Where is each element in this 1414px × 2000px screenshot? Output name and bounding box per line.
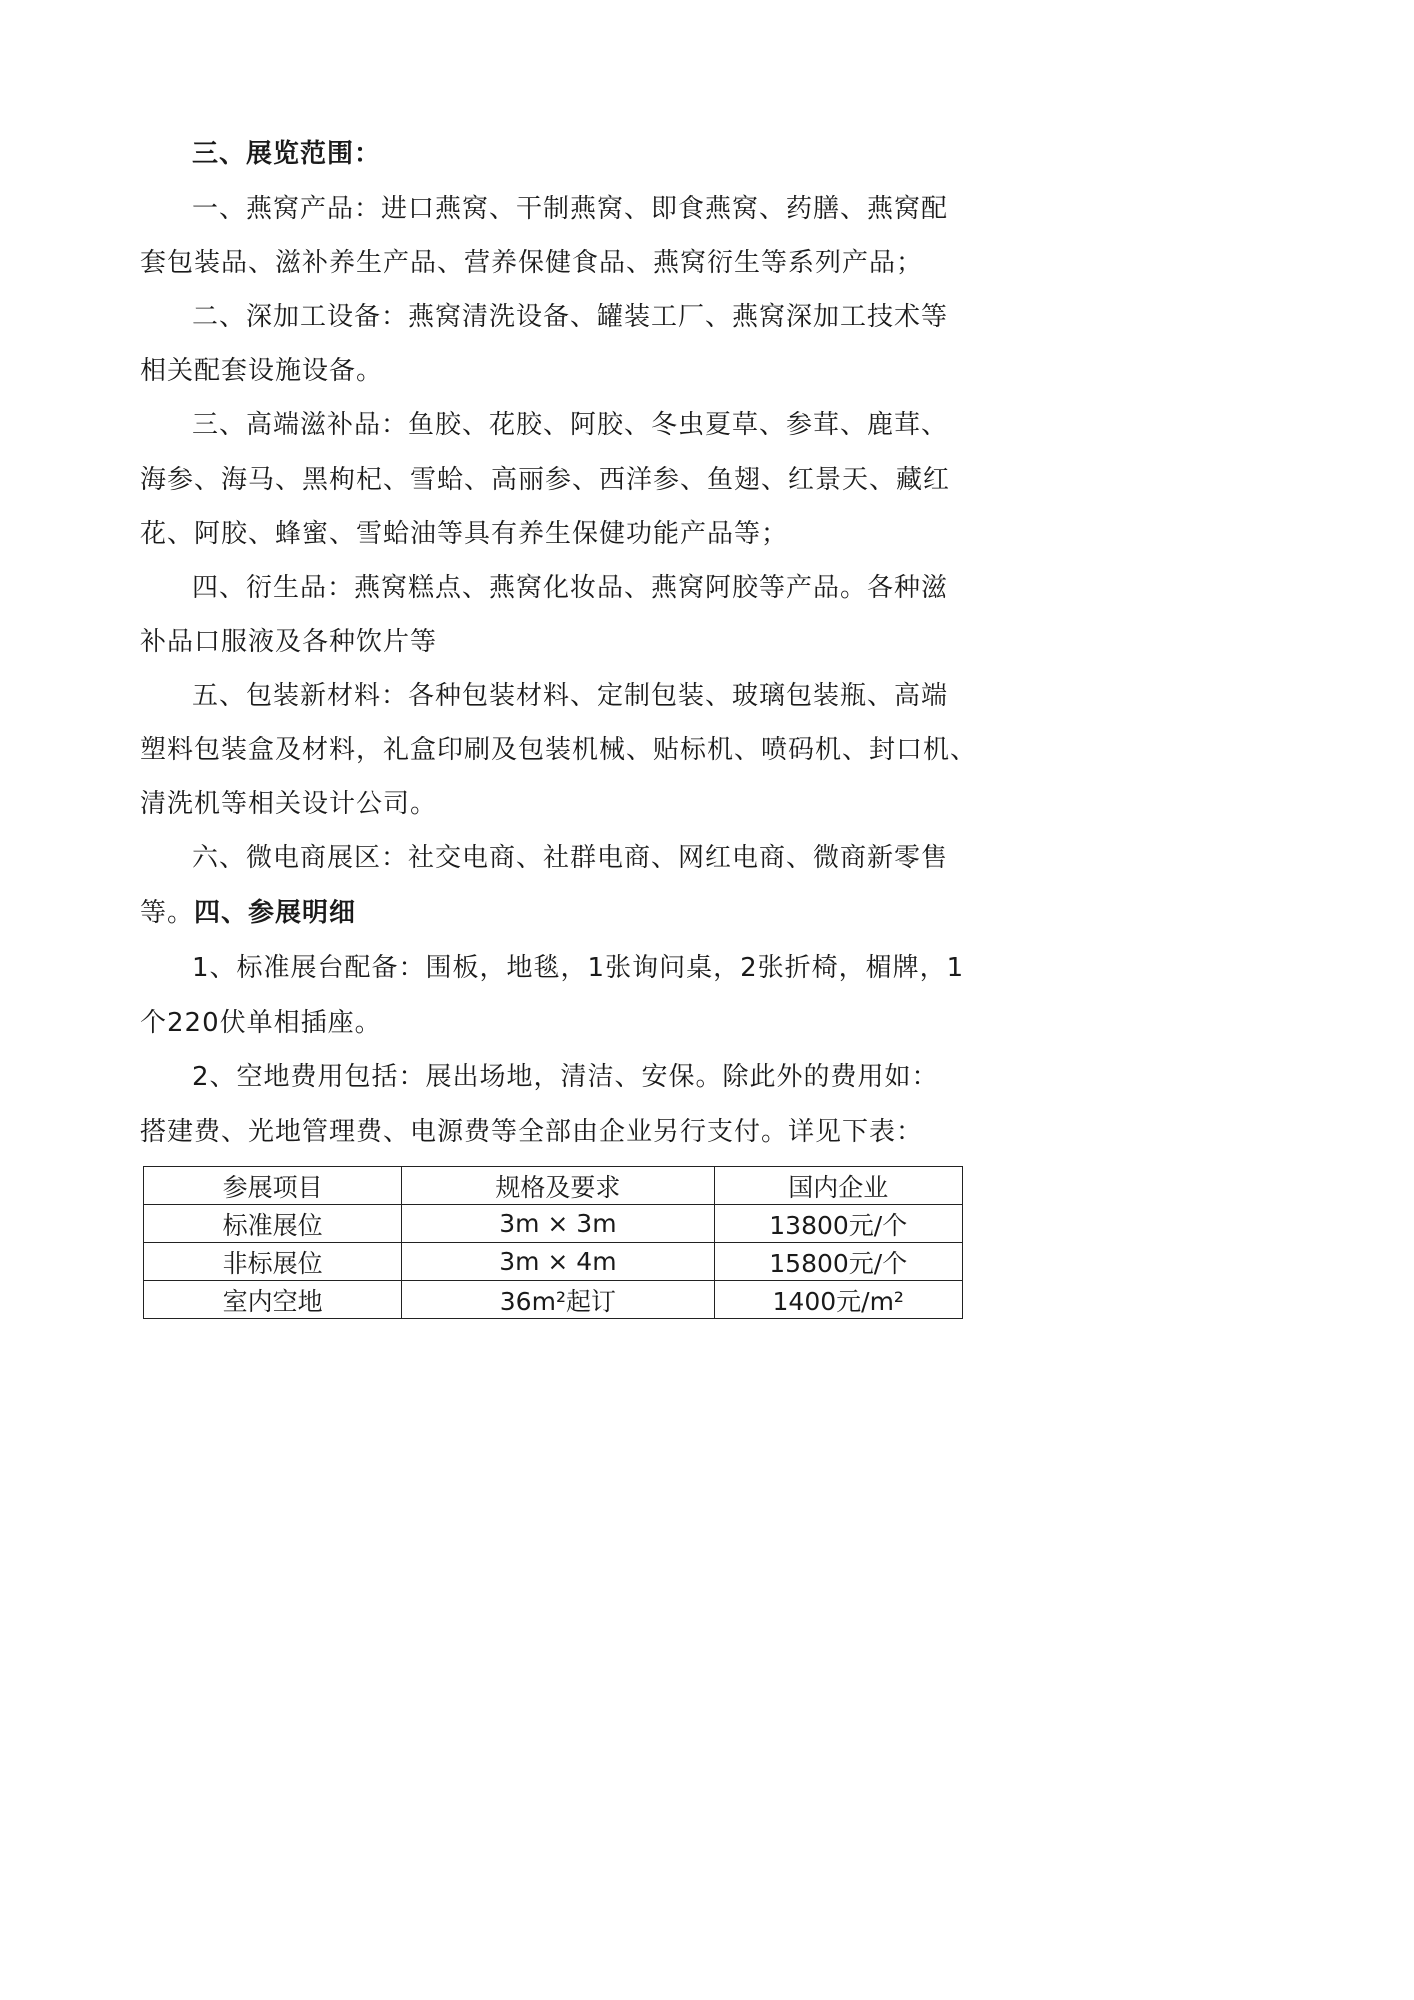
fee-table-header-domestic: 国内企业	[714, 1167, 963, 1205]
scope-item-6-line-2	[140, 893, 970, 933]
scope-item-2-line-2: 相关配套设施设备。	[140, 356, 384, 386]
fee-table-cell: 非标展位	[144, 1243, 402, 1281]
detail-item-2-line-2: 搭建费、光地管理费、电源费等全部由企业另行支付。详见下表：	[140, 1117, 924, 1147]
fee-table-row	[144, 1243, 963, 1281]
fee-table-cell: 13800元/个	[714, 1205, 963, 1243]
scope-item-1-line-1: 一、燕窝产品：进口燕窝、干制燕窝、即食燕窝、药膳、燕窝配	[192, 194, 949, 224]
fee-table-cell: 36m²起订	[402, 1281, 714, 1319]
section-heading-participation-details: 四、参展明细	[194, 898, 357, 928]
fee-table-cell: 3m × 4m	[402, 1243, 714, 1281]
scope-item-5-line-1: 五、包装新材料：各种包装材料、定制包装、玻璃包装瓶、高端	[192, 681, 949, 711]
detail-item-1-line-1: 1、标准展台配备：围板，地毯，1张询问桌，2张折椅，楣牌，1	[192, 953, 965, 983]
fee-table-cell: 15800元/个	[714, 1243, 963, 1281]
fee-table-row	[144, 1281, 963, 1319]
fee-table-cell: 3m × 3m	[402, 1205, 714, 1243]
detail-item-2-line-1: 2、空地费用包括：展出场地，清洁、安保。除此外的费用如：	[192, 1062, 939, 1092]
scope-item-4-line-1: 四、衍生品：燕窝糕点、燕窝化妆品、燕窝阿胶等产品。各种滋	[192, 573, 949, 603]
scope-item-6-tail: 等。	[140, 898, 195, 928]
fee-table-header-row	[144, 1167, 963, 1205]
scope-item-3-line-1: 三、高端滋补品：鱼胶、花胶、阿胶、冬虫夏草、参茸、鹿茸、	[192, 410, 949, 440]
scope-item-4-line-2: 补品口服液及各种饮片等	[140, 627, 438, 657]
fee-table-header-spec: 规格及要求	[402, 1167, 714, 1205]
fee-table-cell: 室内空地	[144, 1281, 402, 1319]
scope-item-6-line-1: 六、微电商展区：社交电商、社群电商、网红电商、微商新零售	[192, 843, 949, 873]
fee-table-row	[144, 1205, 963, 1243]
scope-item-3-line-2: 海参、海马、黑枸杞、雪蛤、高丽参、西洋参、鱼翅、红景天、藏红	[140, 465, 951, 495]
scope-item-3-line-3: 花、阿胶、蜂蜜、雪蛤油等具有养生保健功能产品等；	[140, 519, 789, 549]
fee-table-header-item: 参展项目	[144, 1167, 402, 1205]
scope-item-5-line-2: 塑料包装盒及材料，礼盒印刷及包装机械、贴标机、喷码机、封口机、	[140, 735, 978, 765]
scope-item-5-line-3: 清洗机等相关设计公司。	[140, 789, 438, 819]
fee-table	[143, 1166, 963, 1319]
fee-table-cell: 标准展位	[144, 1205, 402, 1243]
detail-item-1-line-2: 个220伏单相插座。	[140, 1008, 382, 1038]
scope-item-2-line-1: 二、深加工设备：燕窝清洗设备、罐装工厂、燕窝深加工技术等	[192, 302, 949, 332]
fee-table-cell: 1400元/m²	[714, 1281, 963, 1319]
scope-item-1-line-2: 套包装品、滋补养生产品、营养保健食品、燕窝衍生等系列产品；	[140, 248, 924, 278]
section-heading-exhibition-scope: 三、展览范围：	[192, 139, 382, 169]
